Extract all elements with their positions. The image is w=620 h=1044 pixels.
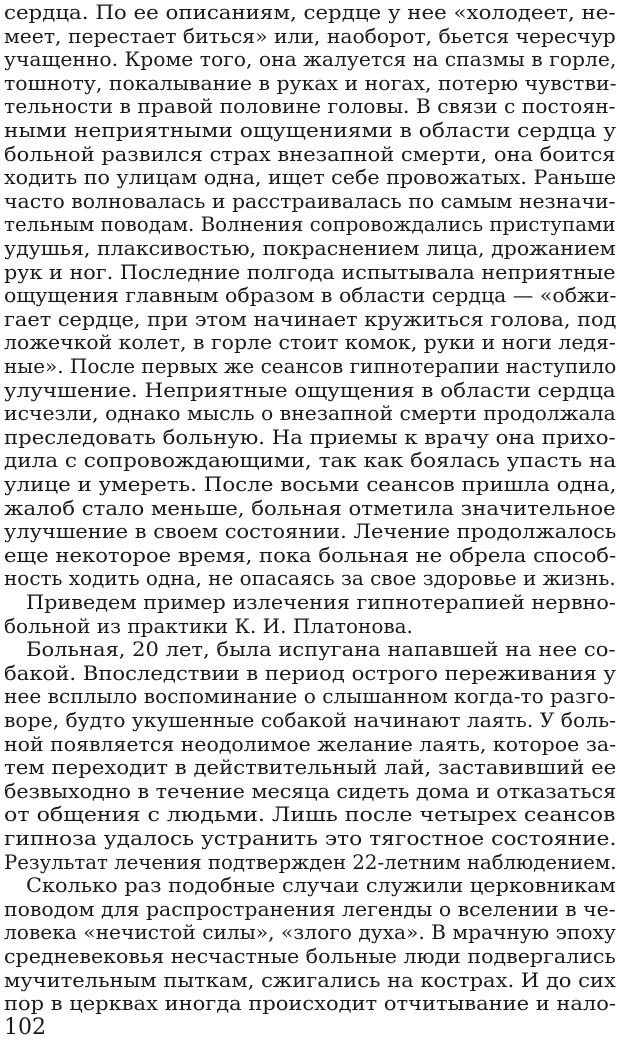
text-line: жалоб стало меньше, больная отметила значительное (4, 495, 616, 520)
text-line: воре, будто укушенные собакой начинают лаять. У боль- (4, 708, 616, 732)
text-line: средневековья несчастные больные люди подвергались (4, 944, 616, 968)
text-line: преследовать больную. На приемы к врачу она прихо- (4, 424, 616, 449)
text-line: Результат лечения подтвержден 22-летним наблюдением. (4, 849, 617, 874)
text-line: гипноза удалось устранить это тягостное состояние. (4, 826, 617, 850)
text-line: бакой. Впоследствии в период острого переживания у (4, 660, 616, 685)
text-line: тем переходит в действительный лай, заставивший ее (4, 755, 617, 780)
text-line: ловека «нечистой силы», «злого духа». В мрачную эпоху (4, 920, 616, 945)
book-page (4, 0, 618, 1044)
text-line: меет, перестает биться» или, наоборот, бьется чересчур (4, 23, 616, 48)
text-line: Сколько раз подобные случаи служили церковникам (26, 873, 616, 898)
text-line: ность ходить одна, не опасаясь за свое здоровье и жизнь. (4, 566, 616, 591)
text-line: тельным поводам. Волнения сопровождались приступами (4, 212, 616, 237)
text-line: поводом для распространения легенды о вселении в че- (4, 896, 616, 921)
text-line: дила с сопровождающими, так как боялась упасть на (4, 448, 617, 473)
text-line: ные». После первых же сеансов гипнотерапии наступило (4, 354, 617, 378)
text-line: улучшение в своем состоянии. Лечение продолжалось (4, 519, 617, 544)
text-line: удушья, плаксивостью, покраснением лица, дрожанием (4, 236, 616, 260)
text-line: Приведем пример излечения гипнотерапией нервно- (26, 590, 616, 614)
text-line: исчезли, однако мысль о внезапной смерти продолжала (4, 401, 616, 426)
text-line: ощущения главным образом в области сердца — «обжи- (4, 283, 617, 308)
text-line: больной из практики К. И. Платонова. (4, 613, 413, 638)
text-line: сердца. По ее описаниям, сердце у нее «холодеет, не- (4, 0, 616, 24)
text-line: мучительным пыткам, сжигались на кострах. И до сих (4, 967, 616, 992)
page-number: 102 (4, 1015, 46, 1040)
text-line: улучшение. Неприятные ощущения в области сердца (4, 377, 616, 402)
text-line: рук и ног. Последние полгода испытывала неприятные (4, 259, 616, 284)
text-line: ными неприятными ощущениями в области сердца у (4, 118, 616, 142)
text-line: Больная, 20 лет, была испугана напавшей на нее со- (26, 637, 616, 662)
text-line: ходить по улицам одна, ищет себе провожатых. Раньше (4, 165, 617, 190)
text-line: еще некоторое время, пока больная не обрела способ- (4, 542, 617, 567)
text-line: нее всплыло воспоминание о слышанном когда-то разго- (4, 684, 616, 709)
text-line: ложечкой колет, в горле стоит комок, руки и ноги ледя- (4, 330, 616, 355)
text-line: ной появляется неодолимое желание лаять, которое за- (4, 731, 616, 756)
text-line: улице и умереть. После восьми сеансов пришла одна, (4, 472, 617, 496)
text-line: пор в церквах иногда происходит отчитывание и нало- (4, 991, 616, 1016)
text-line: тошноту, покалывание в руках и ногах, потерю чувстви- (4, 70, 617, 95)
text-line: гает сердце, при этом начинает кружиться голова, под (4, 306, 617, 331)
text-line: больной развился страх внезапной смерти, она боится (4, 141, 616, 166)
text-line: безвыходно в течение месяца сидеть дома и отказаться (4, 778, 617, 803)
text-line: учащенно. Кроме того, она жалуется на спазмы в горле, (4, 47, 617, 72)
text-line: тельности в правой половине головы. В связи с постоян- (4, 94, 616, 119)
text-line: часто волновалась и расстраивалась по самым незначи- (4, 188, 616, 213)
text-line: от общения с людьми. Лишь после четырех сеансов (4, 802, 616, 827)
